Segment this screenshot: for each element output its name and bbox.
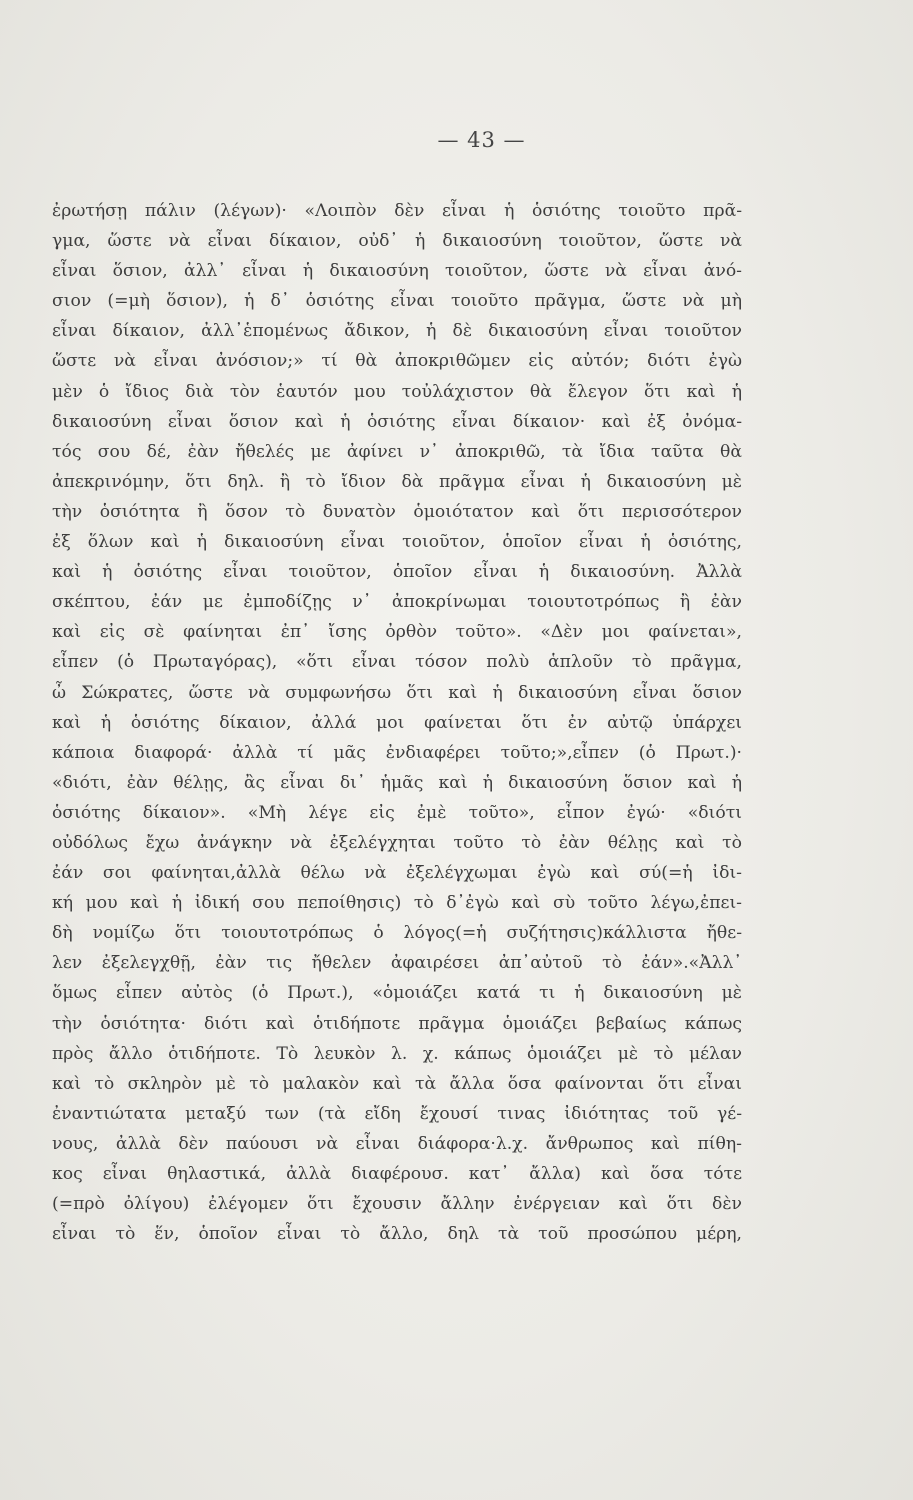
- text-line: δὴ νομίζω ὅτι τοιουτοτρόπως ὁ λόγος(=ἡ συζήτησις)κάλλιστα ἤθε-: [52, 923, 742, 944]
- text-line: εἶναι τὸ ἕν, ὁποῖον εἶναι τὸ ἄλλο, δηλ τὰ τοῦ προσώπου μέρη,: [52, 1224, 742, 1245]
- text-line: κάποια διαφορά· ἀλλὰ τί μᾶς ἐνδιαφέρει τοῦτο;»,εἶπεν (ὁ Πρωτ.)·: [52, 742, 742, 763]
- text-line: γμα, ὥστε νὰ εἶναι δίκαιον, οὐδ᾽ ἡ δικαιοσύνη τοιοῦτον, ὥστε νὰ: [52, 231, 742, 252]
- text-line: ἐναντιώτατα μεταξύ των (τὰ εἴδη ἔχουσί τινας ἰδιότητας τοῦ γέ-: [52, 1103, 742, 1124]
- text-line: ἀπεκρινόμην, ὅτι δηλ. ἢ τὸ ἴδιον δὰ πρᾶγμα εἶναι ἡ δικαιοσύνη μὲ: [52, 471, 742, 492]
- text-line: εἶπεν (ὁ Πρωταγόρας), «ὅτι εἶναι τόσον πολὺ ἁπλοῦν τὸ πρᾶγμα,: [52, 652, 742, 673]
- text-line: (=πρὸ ὀλίγου) ἐλέγομεν ὅτι ἔχουσιν ἄλλην ἐνέργειαν καὶ ὅτι δὲν: [52, 1194, 742, 1215]
- text-line: καὶ εἰς σὲ φαίνηται ἐπ᾽ ἴσης ὀρθὸν τοῦτο». «Δὲν μοι φαίνεται»,: [52, 622, 742, 643]
- text-line: ὦ Σώκρατες, ὥστε νὰ συμφωνήσω ὅτι καὶ ἡ δικαιοσύνη εἶναι ὅσιον: [52, 682, 742, 703]
- text-line: λεν ἐξελεγχθῇ, ἐὰν τις ἤθελεν ἀφαιρέσει ἀπ᾽αὐτοῦ τὸ ἐάν».«Ἀλλ᾽: [52, 953, 742, 974]
- text-line: νους, ἀλλὰ δὲν παύουσι νὰ εἶναι διάφορα·λ.χ. ἄνθρωπος καὶ πίθη-: [52, 1133, 742, 1154]
- text-line: κή μου καὶ ἡ ἰδική σου πεποίθησις) τὸ δ᾽ἐγὼ καὶ σὺ τοῦτο λέγω,ἐπει-: [52, 893, 742, 914]
- text-line: εἶναι δίκαιον, ἀλλ᾽ἑπομένως ἄδικον, ἡ δὲ δικαιοσύνη εἶναι τοιοῦτον: [52, 321, 742, 342]
- text-line: ἐξ ὅλων καὶ ἡ δικαιοσύνη εἶναι τοιοῦτον, ὁποῖον εἶναι ἡ ὁσιότης,: [52, 532, 742, 553]
- text-line: εἶναι ὅσιον, ἀλλ᾽ εἶναι ἡ δικαιοσύνη τοιοῦτον, ὥστε νὰ εἶναι ἀνό-: [52, 261, 742, 282]
- text-line: τὴν ὁσιότητα· διότι καὶ ὁτιδήποτε πρᾶγμα ὁμοιάζει βεβαίως κάπως: [52, 1013, 742, 1034]
- text-line: καὶ τὸ σκληρὸν μὲ τὸ μαλακὸν καὶ τὰ ἄλλα ὅσα φαίνονται ὅτι εἶναι: [52, 1073, 742, 1094]
- text-line: σιον (=μὴ ὅσιον), ἡ δ᾽ ὁσιότης εἶναι τοιοῦτο πρᾶγμα, ὥστε νὰ μὴ: [52, 291, 742, 312]
- text-line: «διότι, ἐὰν θέλῃς, ἂς εἶναι δι᾽ ἡμᾶς καὶ ἡ δικαιοσύνη ὅσιον καὶ ἡ: [52, 772, 742, 793]
- text-line: τὴν ὁσιότητα ἢ ὅσον τὸ δυνατὸν ὁμοιότατον καὶ ὅτι περισσότερον: [52, 501, 742, 522]
- text-line: καὶ ἡ ὁσιότης δίκαιον, ἀλλά μοι φαίνεται ὅτι ἐν αὐτῷ ὑπάρχει: [52, 712, 742, 733]
- page-number: — 43 —: [437, 128, 526, 152]
- text-line: τός σου δέ, ἐὰν ἤθελές με ἀφίνει ν᾽ ἀποκριθῶ, τὰ ἴδια ταῦτα θὰ: [52, 441, 742, 462]
- text-line: ὅμως εἶπεν αὐτὸς (ὁ Πρωτ.), «ὁμοιάζει κατά τι ἡ δικαιοσύνη μὲ: [52, 983, 742, 1004]
- text-line: δικαιοσύνη εἶναι ὅσιον καὶ ἡ ὁσιότης εἶναι δίκαιον· καὶ ἐξ ὀνόμα-: [52, 411, 742, 432]
- text-line: οὐδόλως ἔχω ἀνάγκην νὰ ἐξελέγχηται τοῦτο τὸ ἐὰν θέλῃς καὶ τὸ: [52, 832, 742, 853]
- text-line: καὶ ἡ ὁσιότης εἶναι τοιοῦτον, ὁποῖον εἶναι ἡ δικαιοσύνη. Ἀλλὰ: [52, 562, 742, 583]
- body-text: [52, 196, 742, 1249]
- text-line: ἐάν σοι φαίνηται,ἀλλὰ θέλω νὰ ἐξελέγχωμαι ἐγὼ καὶ σύ(=ἡ ἰδι-: [52, 863, 742, 884]
- text-line: μὲν ὁ ἴδιος διὰ τὸν ἑαυτόν μου τοὐλάχιστον θὰ ἔλεγον ὅτι καὶ ἡ: [52, 381, 742, 402]
- text-line: ἐρωτήσῃ πάλιν (λέγων)· «Λοιπὸν δὲν εἶναι ἡ ὁσιότης τοιοῦτο πρᾶ-: [52, 201, 742, 221]
- text-line: κος εἶναι θηλαστικά, ἀλλὰ διαφέρουσ. κατ᾽ ἄλλα) καὶ ὅσα τότε: [52, 1164, 742, 1184]
- text-line: ὥστε νὰ εἶναι ἀνόσιον;» τί θὰ ἀποκριθῶμεν εἰς αὐτόν; διότι ἐγὼ: [52, 351, 742, 372]
- text-line: ὁσιότης δίκαιον». «Μὴ λέγε εἰς ἐμὲ τοῦτο», εἶπον ἐγώ· «διότι: [52, 802, 742, 823]
- text-line: σκέπτου, ἐάν με ἐμποδίζῃς ν᾽ ἀποκρίνωμαι τοιουτοτρόπως ἢ ἐὰν: [52, 592, 742, 613]
- text-line: πρὸς ἄλλο ὁτιδήποτε. Τὸ λευκὸν λ. χ. κάπως ὁμοιάζει μὲ τὸ μέλαν: [52, 1043, 742, 1064]
